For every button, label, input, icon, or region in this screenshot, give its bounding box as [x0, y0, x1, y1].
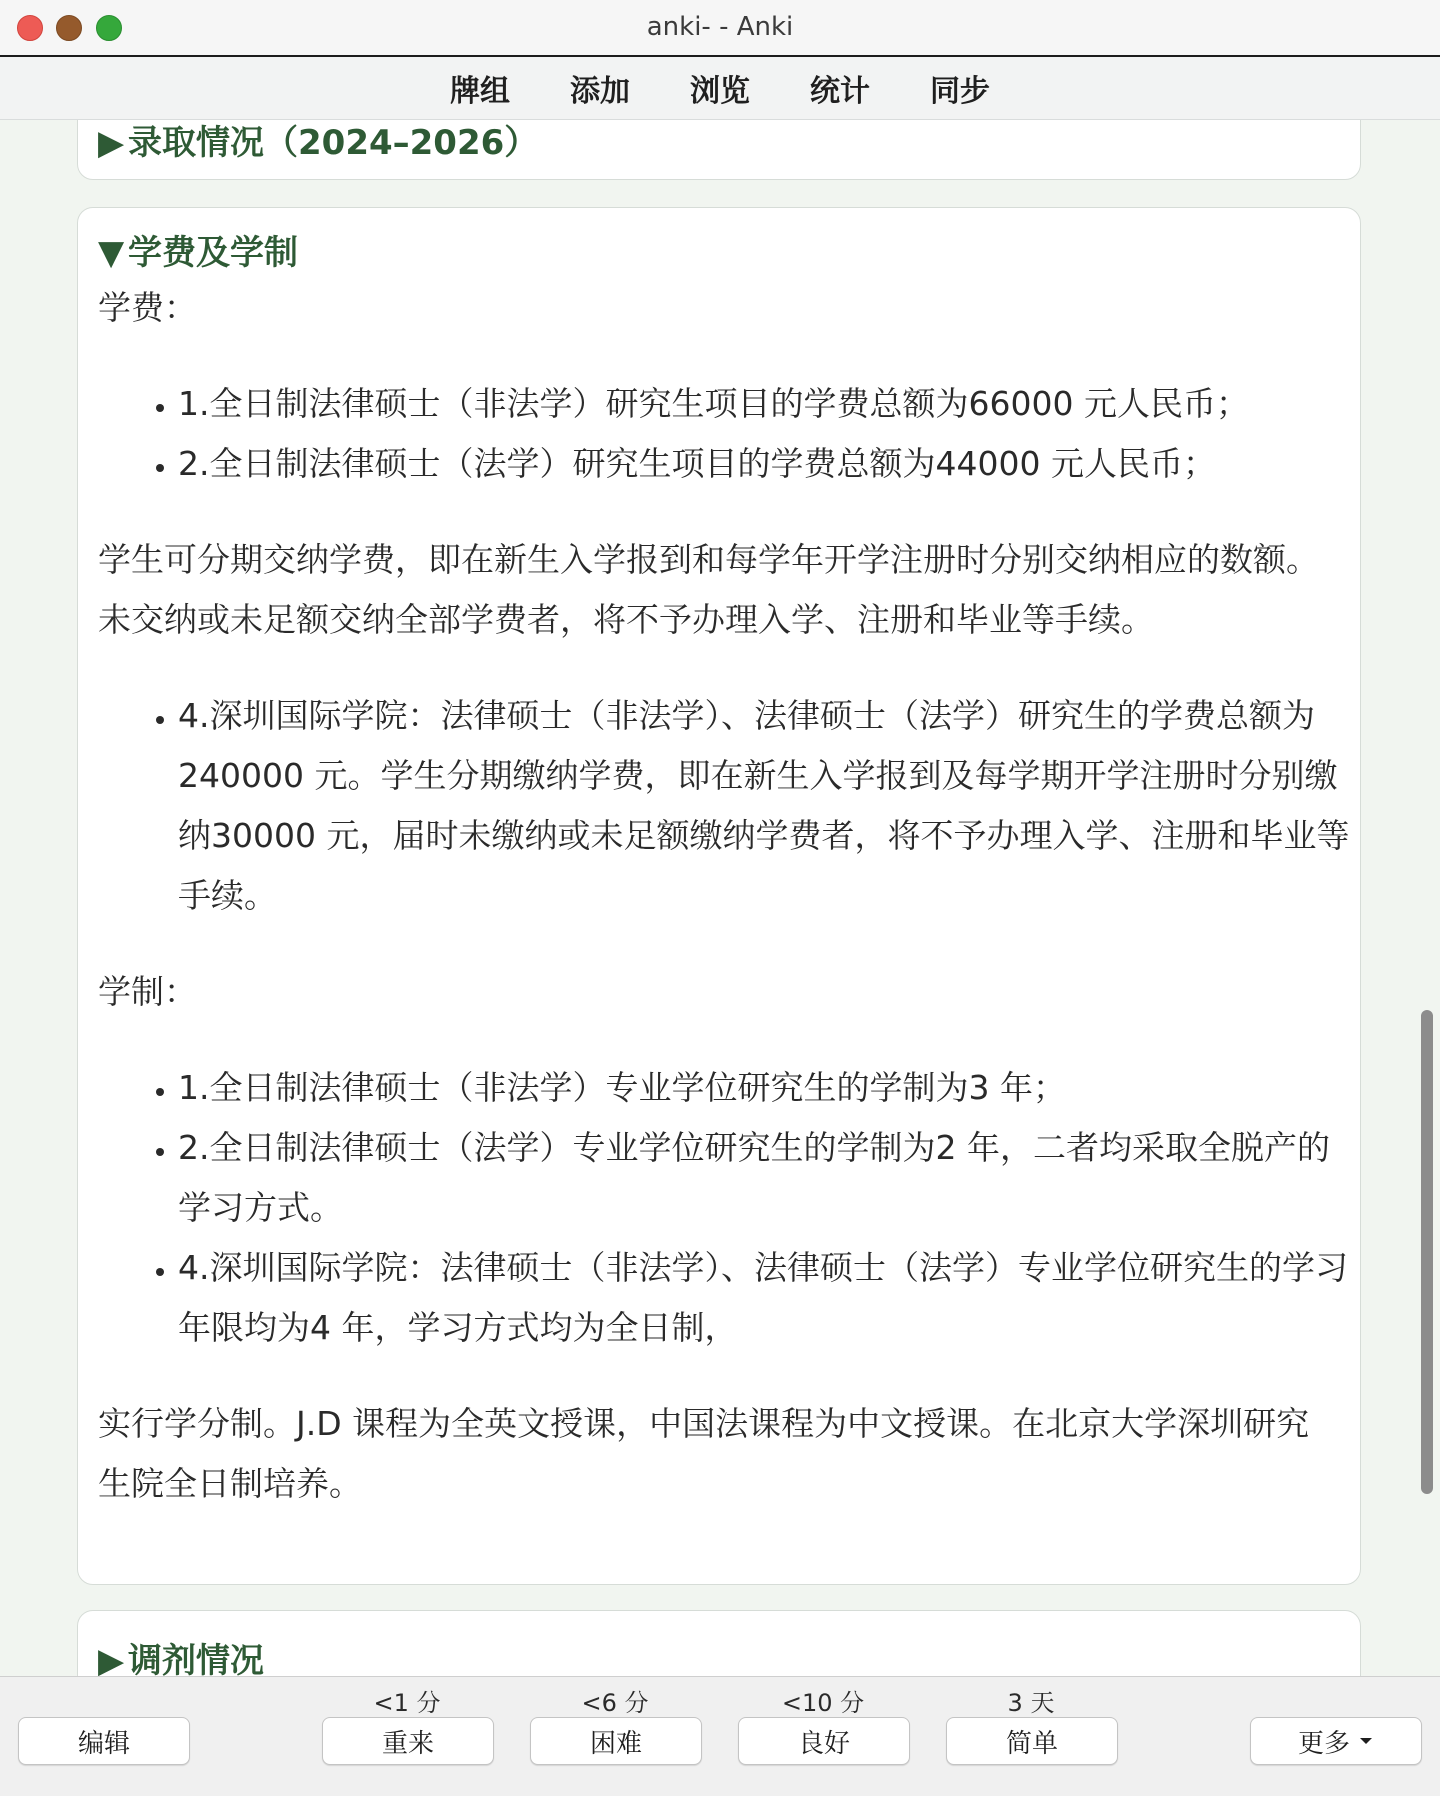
tuition-title: 学费及学制 — [128, 233, 298, 273]
collapse-triangle-icon: ▼ — [98, 233, 125, 273]
list-item: • 4.深圳国际学院：法律硕士（非法学）、法律硕士（法学）研究生的学费总额为240000 元。学生分期缴纳学费，即在新生入学报到及每学期开学注册时分别缴纳30000 元，届时未缴纳或未足额缴纳学费者，将不予办理入学、注册和毕业等手续。 — [178, 686, 1358, 926]
good-button[interactable]: 良好 — [738, 1717, 910, 1765]
tuition-section — [77, 207, 1361, 1585]
again-button[interactable]: 重来 — [322, 1717, 494, 1765]
menu-stats[interactable]: 统计 — [810, 74, 870, 109]
admissions-summary[interactable] — [98, 120, 538, 164]
list-item: • 2.全日制法律硕士（法学）专业学位研究生的学制为2 年，二者均采取全脱产的学习方式。 — [178, 1118, 1358, 1238]
window-title: anki- - Anki — [646, 12, 794, 42]
vertical-scrollbar[interactable] — [1421, 1010, 1433, 1494]
list-item: • 1.全日制法律硕士（非法学）研究生项目的学费总额为66000 元人民币； — [178, 374, 1340, 434]
menu-browse[interactable]: 浏览 — [690, 74, 750, 109]
review-bottom-bar — [0, 1676, 1440, 1796]
more-button[interactable] — [1250, 1717, 1422, 1765]
list-item: • 2.全日制法律硕士（法学）研究生项目的学费总额为44000 元人民币； — [178, 434, 1340, 494]
list-item: • 1.全日制法律硕士（非法学）专业学位研究生的学制为3 年； — [178, 1058, 1358, 1118]
menu-sync[interactable]: 同步 — [930, 74, 990, 109]
menu-add[interactable]: 添加 — [570, 74, 630, 109]
duration-heading: 学制： — [98, 972, 197, 1011]
admissions-title: 录取情况（2024–2026） — [128, 123, 539, 163]
fee-list-2 — [98, 686, 1358, 926]
expand-triangle-icon: ▶ — [98, 123, 125, 163]
hard-button[interactable]: 困难 — [530, 1717, 702, 1765]
hard-interval: <6 分 — [581, 1689, 649, 1717]
more-label: 更多 — [1297, 1728, 1350, 1759]
adjustment-summary[interactable] — [98, 1633, 264, 1676]
adjustment-title: 调剂情况 — [128, 1641, 264, 1676]
card-content — [0, 120, 1440, 1676]
expand-triangle-icon: ▶ — [98, 1641, 125, 1676]
tuition-summary[interactable] — [98, 228, 1340, 278]
fee-paragraph: 学生可分期交纳学费，即在新生入学报到和每学年开学注册时分别交纳相应的数额。未交纳或未足额交纳全部学费者，将不予办理入学、注册和毕业等手续。 — [98, 540, 1319, 639]
list-item: • 4.深圳国际学院：法律硕士（非法学）、法律硕士（法学）专业学位研究生的学习年限均为4 年，学习方式均为全日制， — [178, 1238, 1358, 1358]
adjustment-section — [77, 1610, 1361, 1676]
easy-button[interactable]: 简单 — [946, 1717, 1118, 1765]
menu-decks[interactable]: 牌组 — [450, 74, 510, 109]
title-bar — [0, 0, 1440, 57]
duration-list — [98, 1058, 1358, 1358]
admissions-section — [77, 120, 1361, 180]
easy-interval: 3 天 — [1007, 1689, 1055, 1717]
fee-heading: 学费： — [98, 288, 197, 327]
fee-list — [98, 374, 1340, 494]
chevron-down-icon — [1358, 1736, 1374, 1746]
again-interval: <1 分 — [373, 1689, 441, 1717]
edit-button[interactable]: 编辑 — [18, 1717, 190, 1765]
closing-paragraph: 实行学分制。J.D 课程为全英文授课，中国法课程为中文授课。在北京大学深圳研究生院全日制培养。 — [98, 1404, 1310, 1503]
good-interval: <10 分 — [781, 1689, 865, 1717]
top-menu — [0, 57, 1440, 120]
